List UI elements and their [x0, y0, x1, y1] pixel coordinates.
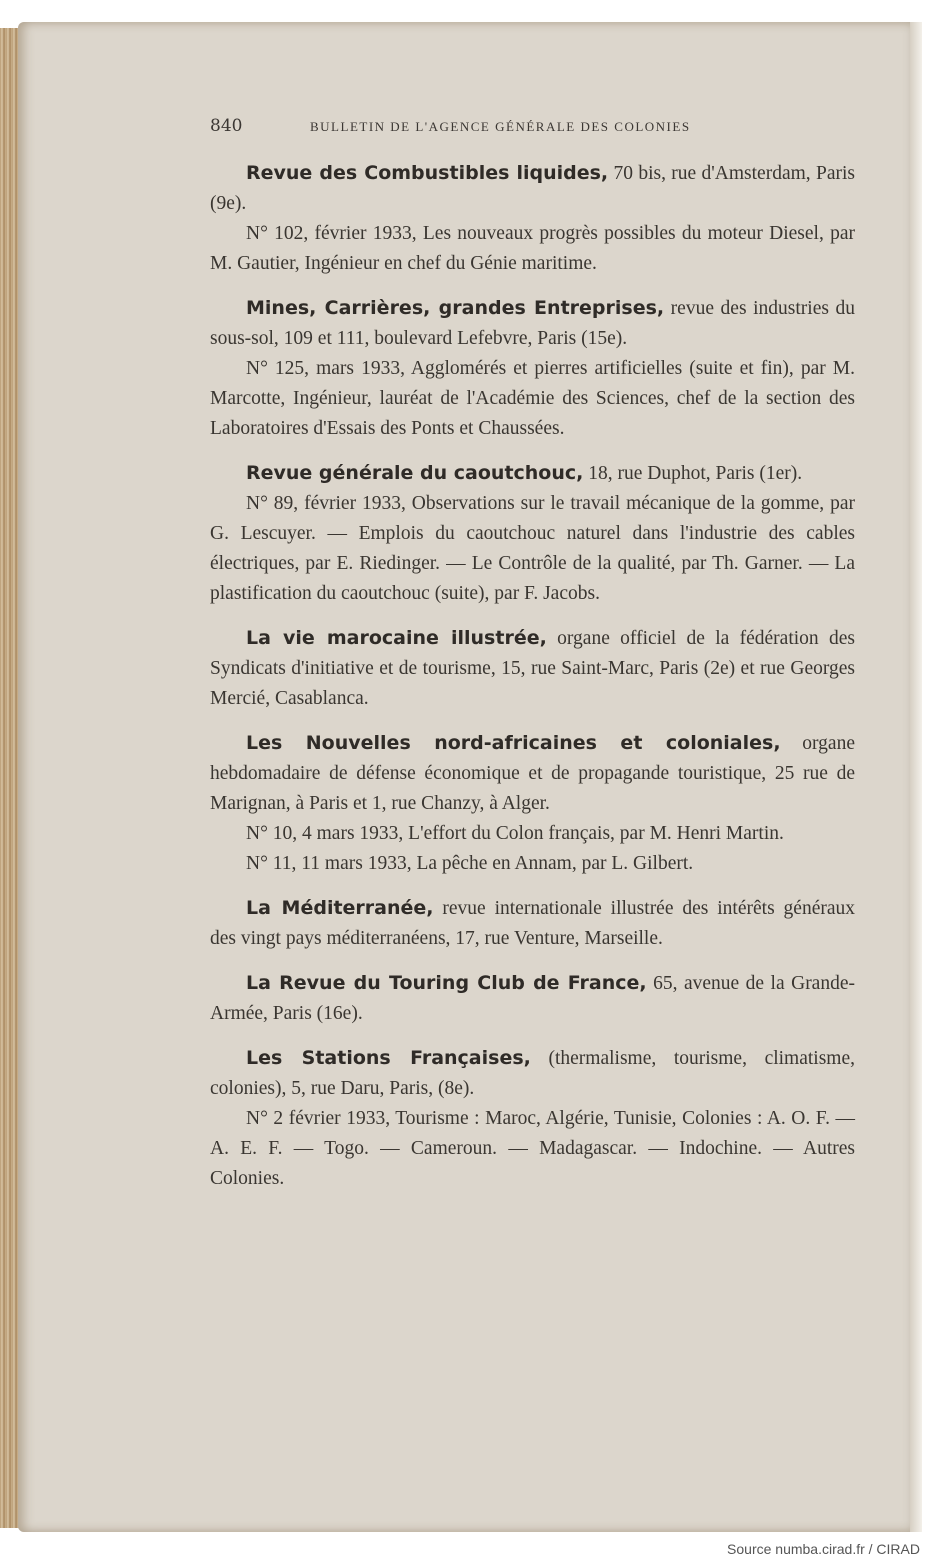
- running-head: BULLETIN DE L'AGENCE GÉNÉRALE DES COLONIES: [310, 119, 691, 134]
- entry-address: (thermalisme, tourisme, climatisme, colonies), 5, rue Daru, Paris, (8e).: [210, 1048, 855, 1099]
- entry-title: La Méditerranée,: [246, 897, 434, 919]
- entry-mines-carrieres: [210, 293, 855, 444]
- entry-vie-marocaine: [210, 623, 855, 714]
- source-credit: Source numba.cirad.fr / CIRAD: [727, 1541, 920, 1557]
- entry-revue-combustibles: [210, 158, 855, 279]
- entry-heading: [210, 458, 855, 489]
- entry-heading: [210, 158, 855, 219]
- entry-address: 65, avenue de la Grande-Armée, Paris (16e).: [210, 973, 855, 1024]
- entry-title: La Revue du Touring Club de France,: [246, 972, 647, 994]
- page-header: [210, 116, 858, 136]
- entry-title: Revue des Combustibles liquides,: [246, 162, 609, 184]
- entry-heading: [210, 893, 855, 954]
- entry-la-mediterranee: [210, 893, 855, 954]
- entry-touring-club: [210, 968, 855, 1029]
- entry-heading: [210, 728, 855, 819]
- issue-line: N° 11, 11 mars 1933, La pêche en Annam, par L. Gilbert.: [246, 853, 694, 874]
- entry-address: 18, rue Duphot, Paris (1er).: [583, 463, 803, 484]
- issue-line: N° 102, février 1933, Les nouveaux progrès possibles du moteur Diesel, par M. Gautier, Ingénieur en chef du Génie maritime.: [210, 223, 855, 274]
- entry-heading: [210, 1043, 855, 1104]
- page-content: [210, 158, 855, 1208]
- entry-address: revue internationale illustrée des intérêts généraux des vingt pays méditerranéens, 17, rue Venture, Marseille.: [210, 898, 855, 949]
- entry-address: 70 bis, rue d'Amsterdam, Paris (9e).: [210, 163, 855, 214]
- entry-revue-caoutchouc: [210, 458, 855, 609]
- entry-title: Les Nouvelles nord-africaines et coloniales,: [246, 732, 781, 754]
- issue-line: N° 2 février 1933, Tourisme : Maroc, Algérie, Tunisie, Colonies : A. O. F. — A. E. F. — Togo. — Cameroun. — Madagascar. — Indochine. — Autres Colonies.: [210, 1108, 855, 1189]
- issue-line: N° 125, mars 1933, Agglomérés et pierres artificielles (suite et fin), par M. Marcotte, Ingénieur, lauréat de l'Académie des Sciences, chef de la section des Laboratoires d'Essais des Ponts et Chaussées.: [210, 358, 855, 439]
- entry-heading: [210, 968, 855, 1029]
- entry-heading: [210, 623, 855, 714]
- entry-title: Mines, Carrières, grandes Entreprises,: [246, 297, 665, 319]
- entry-stations-francaises: [210, 1043, 855, 1194]
- page-number: 840: [210, 116, 243, 136]
- entry-address: revue des industries du sous-sol, 109 et 111, boulevard Lefebvre, Paris (15e).: [210, 298, 855, 349]
- entry-title: Les Stations Françaises,: [246, 1047, 531, 1069]
- entry-title: La vie marocaine illustrée,: [246, 627, 547, 649]
- issue-line: N° 89, février 1933, Observations sur le travail mécanique de la gomme, par G. Lescuyer. — Emplois du caoutchouc naturel dans l'industrie des cables électriques, par E. Riedinger. — Le Contrôle de la qualité, par Th. Garner. — La plastification du caoutchouc (suite), par F. Jacobs.: [210, 493, 855, 604]
- entry-nouvelles-nord-africaines: [210, 728, 855, 879]
- issue-line: N° 10, 4 mars 1933, L'effort du Colon français, par M. Henri Martin.: [246, 823, 784, 844]
- entry-heading: [210, 293, 855, 354]
- entry-address: organe officiel de la fédération des Syndicats d'initiative et de tourisme, 15, rue Saint-Marc, Paris (2e) et rue Georges Mercié, Casablanca.: [210, 628, 855, 709]
- entry-address: organe hebdomadaire de défense économique et de propagande touristique, 25 rue de Marignan, à Paris et 1, rue Chanzy, à Alger.: [210, 733, 855, 814]
- entry-title: Revue générale du caoutchouc,: [246, 462, 584, 484]
